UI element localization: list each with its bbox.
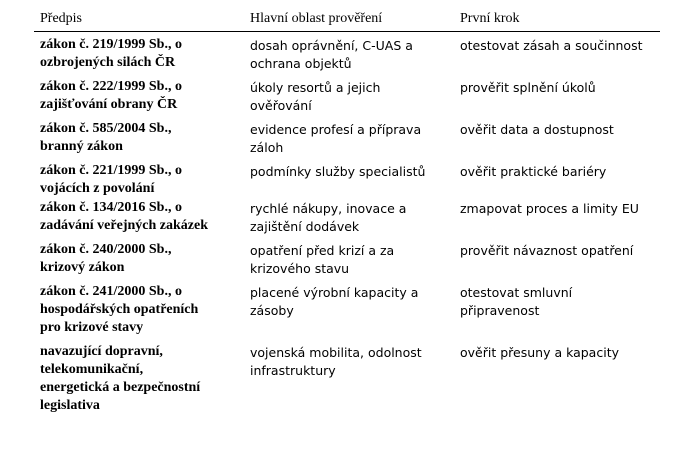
cell-area-line: krizového stavu [250, 261, 350, 276]
cell-law [34, 78, 245, 116]
cell-step-line: připravenost [460, 303, 540, 318]
cell-area-line: rychlé nákupy, inovace a [250, 201, 407, 216]
cell-law-line: zákon č. 134/2016 Sb., o [40, 200, 182, 215]
table-row [34, 116, 660, 158]
cell-law [34, 162, 245, 195]
cell-law-line: zákon č. 240/2000 Sb., [40, 242, 172, 257]
cell-step-line: otestovat smluvní [460, 285, 573, 300]
cell-area-line: ochrana objektů [250, 56, 352, 71]
cell-step-line: otestovat zásah a součinnost [460, 38, 643, 53]
cell-step [455, 36, 660, 74]
cell-area [245, 36, 455, 74]
table-row [34, 237, 660, 279]
cell-area-line: úkoly resortů a jejich [250, 80, 381, 95]
cell-law-line: energetická a bezpečnostní [40, 380, 201, 395]
cell-law-line: telekomunikační, [40, 362, 144, 377]
cell-step-line: prověřit návaznost opatření [460, 243, 634, 258]
cell-law-line: zákon č. 222/1999 Sb., o [40, 79, 182, 94]
cell-law-line: pro krizové stavy [40, 320, 144, 335]
cell-law [34, 343, 245, 419]
cell-step [455, 199, 660, 237]
cell-law-line: navazující dopravní, [40, 344, 163, 359]
cell-area-line: zajištění dodávek [250, 219, 360, 234]
table-row [34, 279, 660, 339]
cell-area [245, 199, 455, 237]
cell-area-line: podmínky služby specialistů [250, 164, 426, 179]
table-row [34, 339, 660, 419]
header-prvni-krok: První krok [460, 11, 520, 26]
cell-law [34, 120, 245, 158]
cell-law [34, 283, 245, 339]
header-hlavni-oblast: Hlavní oblast prověření [250, 11, 383, 26]
cell-area [245, 343, 455, 419]
regulation-table [34, 8, 660, 419]
cell-law-line: zákon č. 219/1999 Sb., o [40, 37, 182, 52]
cell-step [455, 283, 660, 339]
cell-area-line: opatření před krizí a za [250, 243, 395, 258]
cell-step [455, 120, 660, 158]
cell-law-line: zákon č. 585/2004 Sb., [40, 121, 172, 136]
cell-step-line: ověřit data a dostupnost [460, 122, 614, 137]
cell-law-line: legislativa [40, 398, 100, 413]
cell-law-line: branný zákon [40, 139, 123, 154]
cell-area-line: dosah oprávnění, C-UAS a [250, 38, 413, 53]
cell-step-line: zmapovat proces a limity EU [460, 201, 639, 216]
cell-law-line: zákon č. 221/1999 Sb., o [40, 163, 182, 178]
header-predpis: Předpis [40, 11, 82, 26]
cell-area [245, 162, 455, 195]
cell-area-line: ověřování [250, 98, 312, 113]
cell-area-line: vojenská mobilita, odolnost [250, 345, 422, 360]
cell-law-line: zajišťování obrany ČR [40, 97, 178, 112]
cell-step-line: ověřit přesuny a kapacity [460, 345, 619, 360]
table-row [34, 158, 660, 195]
cell-area-line: zásoby [250, 303, 294, 318]
table-header [34, 8, 660, 32]
cell-area [245, 241, 455, 279]
cell-law [34, 241, 245, 279]
cell-law-line: krizový zákon [40, 260, 125, 275]
table-row [34, 32, 660, 74]
cell-step-line: prověřit splnění úkolů [460, 80, 596, 95]
cell-law-line: hospodářských opatřeních [40, 302, 199, 317]
cell-law [34, 36, 245, 74]
cell-law-line: zákon č. 241/2000 Sb., o [40, 284, 182, 299]
cell-step [455, 241, 660, 279]
table-body [34, 32, 660, 419]
cell-area-line: evidence profesí a příprava [250, 122, 422, 137]
table-row [34, 74, 660, 116]
cell-step [455, 78, 660, 116]
cell-law-line: zadávání veřejných zakázek [40, 218, 208, 233]
cell-law-line: vojácích z povolání [40, 181, 155, 196]
cell-step [455, 162, 660, 195]
cell-step-line: ověřit praktické bariéry [460, 164, 607, 179]
cell-area-line: infrastruktury [250, 363, 336, 378]
table-row [34, 195, 660, 237]
cell-area-line: placené výrobní kapacity a [250, 285, 419, 300]
cell-area-line: záloh [250, 140, 284, 155]
cell-area [245, 78, 455, 116]
cell-step [455, 343, 660, 419]
cell-area [245, 283, 455, 339]
cell-area [245, 120, 455, 158]
cell-law [34, 199, 245, 237]
cell-law-line: ozbrojených silách ČR [40, 55, 176, 70]
